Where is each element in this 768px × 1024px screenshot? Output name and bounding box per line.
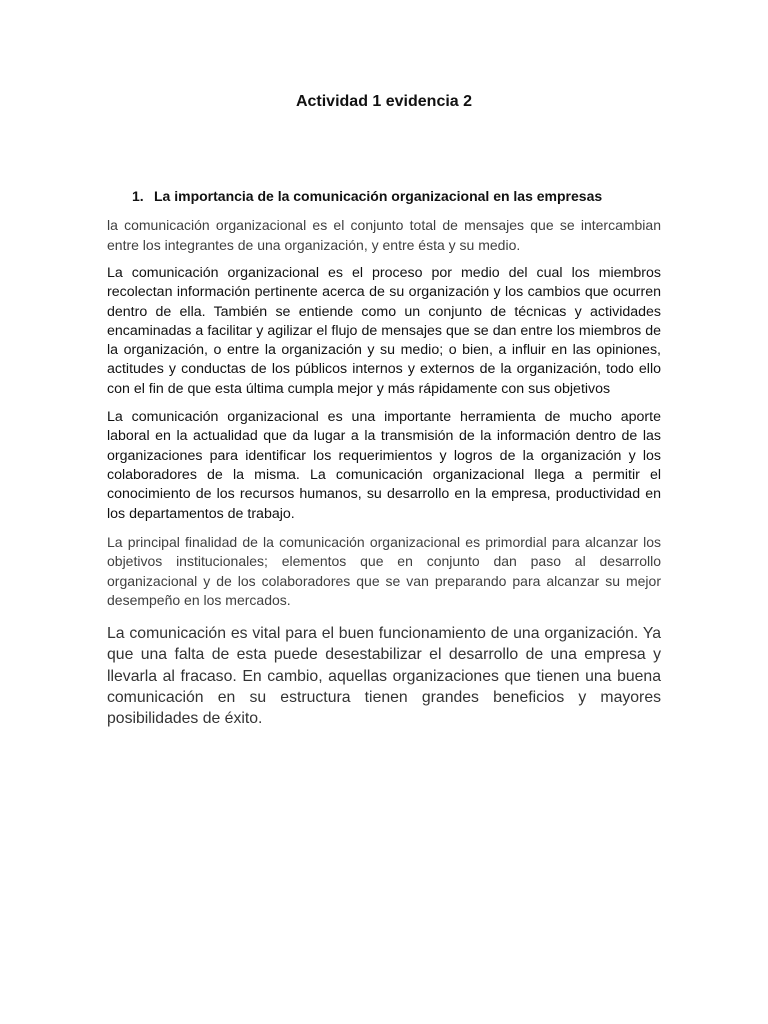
paragraph-tool: La comunicación organizacional es una importante herramienta de mucho aporte laboral en la actualidad que da lugar a la transmisión de la información dentro de las organizaciones para identificar los requerimientos y logros de la organización y los colaboradores de la misma. La comunicación organizacional llega a permitir el conocimiento de los recursos humanos, su desarrollo en la empresa, productividad en los departamentos de trabajo. xyxy=(107,409,661,522)
paragraph-purpose: La principal finalidad de la comunicación organizacional es primordial para alcanzar los objetivos institucionales; elementos que en conjunto dan paso al desarrollo organizacional y de los colaboradores que se van preparando para alcanzar su mejor desempeño en los mercados. xyxy=(107,533,661,609)
section-heading-text: La importancia de la comunicación organizacional en las empresas xyxy=(154,188,603,204)
document-title: Actividad 1 evidencia 2 xyxy=(295,93,473,110)
paragraph-definition: la comunicación organizacional es el conjunto total de mensajes que se intercambian entre los integrantes de una organización, y entre ésta y su medio. xyxy=(107,217,661,253)
section-number: 1. xyxy=(132,188,144,204)
paragraph-conclusion: La comunicación es vital para el buen funcionamiento de una organización. Ya que una falta de esta puede desestabilizar el desarrollo de una empresa y llevarla al fracaso. En cambio, aquellas organizaciones que tienen una buena comunicación en su estructura tienen grandes beneficios y mayores posibilidades de éxito. xyxy=(107,624,661,728)
paragraph-process: La comunicación organizacional es el proceso por medio del cual los miembros recolectan información pertinente acerca de su organización y los cambios que ocurren dentro de ella. También se entiende como un conjunto de técnicas y actividades encaminadas a facilitar y agilizar el flujo de mensajes que se dan entre los miembros de la organización, o entre la organización y su medio; o bien, a influir en las opiniones, actitudes y conductas de los públicos internos y externos de la organización, todo ello con el fin de que esta última cumpla mejor y más rápidamente con sus objetivos xyxy=(107,265,661,397)
section-heading xyxy=(132,187,672,205)
document-body xyxy=(107,216,661,739)
